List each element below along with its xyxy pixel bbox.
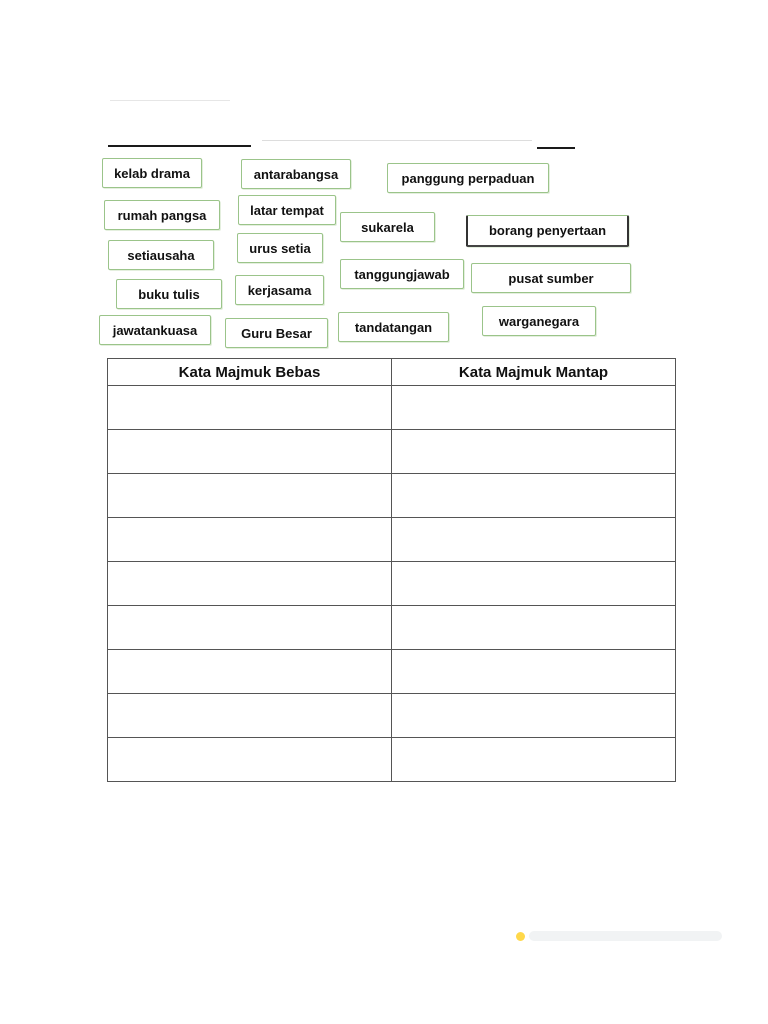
word-chip[interactable]: antarabangsa: [241, 159, 351, 189]
drop-cell-mantap[interactable]: [392, 474, 676, 518]
table-header-row: [108, 359, 676, 386]
table-row: [108, 430, 676, 474]
word-chip[interactable]: rumah pangsa: [104, 200, 220, 230]
table-row: [108, 650, 676, 694]
word-chip[interactable]: jawatankuasa: [99, 315, 211, 345]
column-header-bebas: Kata Majmuk Bebas: [108, 359, 392, 386]
word-chip[interactable]: warganegara: [482, 306, 596, 336]
instruction-underline-left: [108, 145, 251, 147]
drop-cell-mantap[interactable]: [392, 562, 676, 606]
drop-cell-mantap[interactable]: [392, 650, 676, 694]
drop-cell-mantap[interactable]: [392, 518, 676, 562]
table-row: [108, 606, 676, 650]
drop-cell-bebas[interactable]: [108, 738, 392, 782]
instruction-underline-right: [537, 147, 575, 149]
drop-cell-mantap[interactable]: [392, 606, 676, 650]
drop-cell-bebas[interactable]: [108, 386, 392, 430]
table-body: [108, 386, 676, 782]
word-chip[interactable]: Guru Besar: [225, 318, 328, 348]
word-chip[interactable]: buku tulis: [116, 279, 222, 309]
drop-cell-bebas[interactable]: [108, 606, 392, 650]
drop-cell-mantap[interactable]: [392, 738, 676, 782]
word-chip[interactable]: setiausaha: [108, 240, 214, 270]
table-row: [108, 518, 676, 562]
drop-cell-bebas[interactable]: [108, 430, 392, 474]
word-chip[interactable]: sukarela: [340, 212, 435, 242]
faded-instruction-line: [262, 140, 532, 141]
word-chip[interactable]: panggung perpaduan: [387, 163, 549, 193]
drop-cell-bebas[interactable]: [108, 650, 392, 694]
table-row: [108, 474, 676, 518]
word-chip[interactable]: tandatangan: [338, 312, 449, 342]
table-row: [108, 694, 676, 738]
word-chip[interactable]: latar tempat: [238, 195, 336, 225]
drop-cell-mantap[interactable]: [392, 430, 676, 474]
faded-title-line: [110, 100, 230, 101]
drop-cell-bebas[interactable]: [108, 518, 392, 562]
drop-cell-bebas[interactable]: [108, 474, 392, 518]
table-row: [108, 386, 676, 430]
sorting-table: [107, 358, 676, 782]
word-chip[interactable]: borang penyertaan: [466, 215, 629, 247]
column-header-mantap: Kata Majmuk Mantap: [392, 359, 676, 386]
table-row: [108, 738, 676, 782]
drop-cell-bebas[interactable]: [108, 694, 392, 738]
word-chip[interactable]: pusat sumber: [471, 263, 631, 293]
word-chip[interactable]: tanggungjawab: [340, 259, 464, 289]
drop-cell-mantap[interactable]: [392, 386, 676, 430]
table-row: [108, 562, 676, 606]
watermark-bar: [529, 931, 722, 941]
word-chip[interactable]: kerjasama: [235, 275, 324, 305]
drop-cell-bebas[interactable]: [108, 562, 392, 606]
watermark: [516, 926, 722, 946]
watermark-dot-icon: [516, 932, 525, 941]
word-chip[interactable]: urus setia: [237, 233, 323, 263]
word-chip[interactable]: kelab drama: [102, 158, 202, 188]
drop-cell-mantap[interactable]: [392, 694, 676, 738]
